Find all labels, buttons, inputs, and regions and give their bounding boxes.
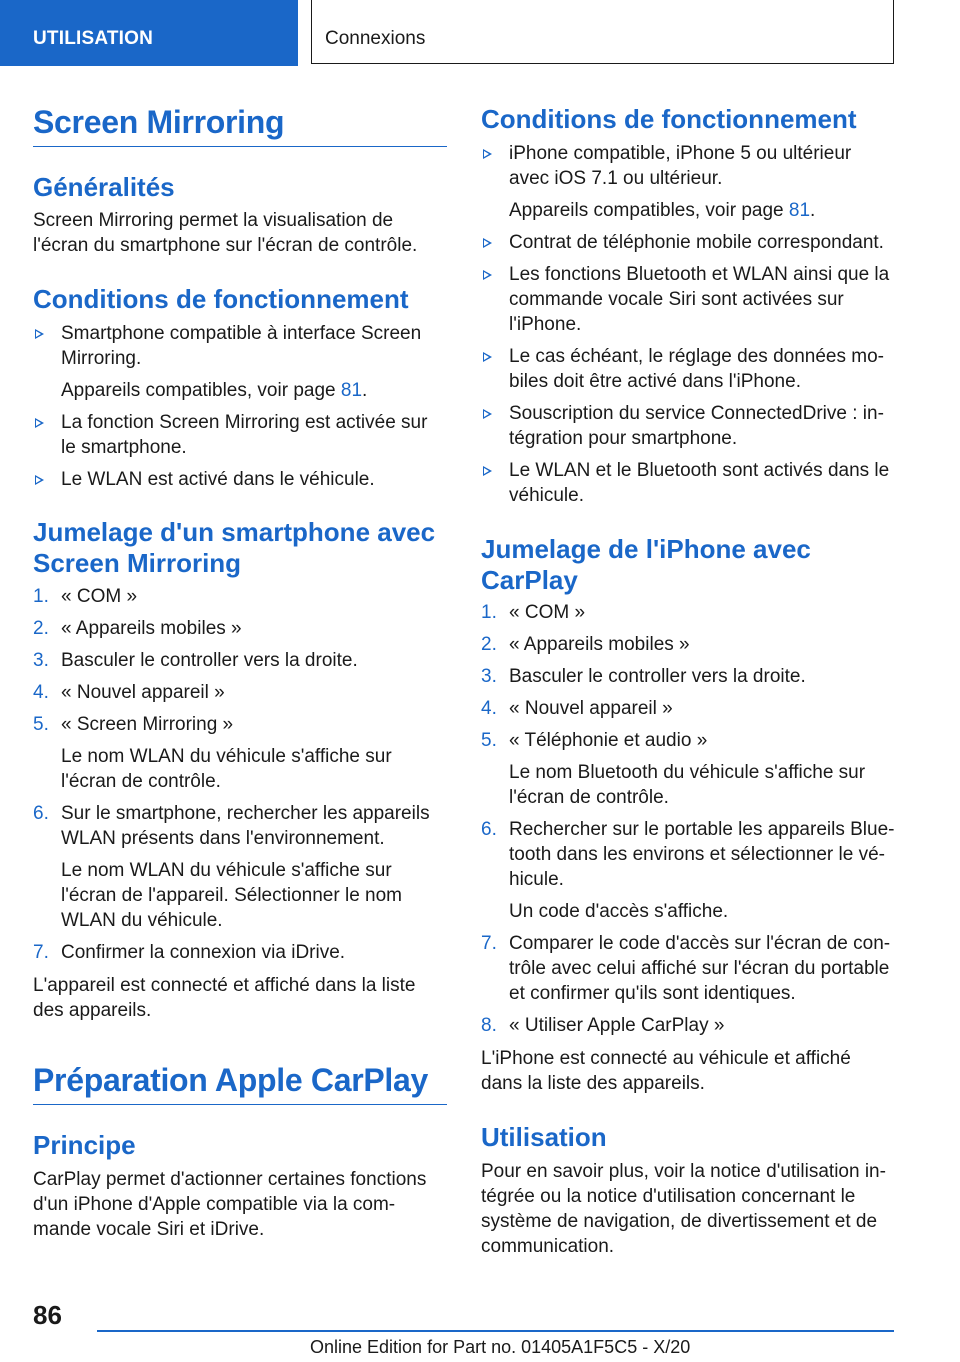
list-item: Mirroring. (61, 348, 142, 369)
list-item: Le cas échéant, le réglage des données mo- (509, 346, 884, 367)
step-number: 6. (33, 803, 49, 824)
step-text: trôle avec celui affiché sur l'écran du portable (509, 958, 890, 979)
step-note: Le nom Bluetooth du véhicule s'affiche sur (509, 762, 866, 783)
step-note: l'écran de contrôle. (509, 787, 669, 808)
step-text: Comparer le code d'accès sur l'écran de con- (509, 933, 891, 954)
list-item: le smartphone. (61, 437, 187, 458)
section-label: UTILISATION (33, 28, 154, 49)
step-number: 5. (481, 730, 497, 751)
step-number: 5. (33, 714, 49, 735)
step-number: 3. (33, 650, 49, 671)
heading-pairing: CarPlay (481, 565, 578, 595)
step-text: et confirmer qu'ils sont identiques. (509, 983, 796, 1004)
step-number: 4. (33, 682, 49, 703)
section-tab (0, 0, 298, 66)
step-number: 2. (481, 634, 497, 655)
step-number: 1. (481, 602, 497, 623)
footer-edition: Online Edition for Part no. 01405A1F5C5 - X/20 (310, 1337, 691, 1357)
paragraph: système de navigation, de divertissement et de (481, 1211, 878, 1232)
step-number: 7. (481, 933, 497, 954)
step-note: l'écran de l'appareil. Sélectionner le nom (61, 885, 403, 906)
heading-pairing: Jumelage d'un smartphone avec (33, 517, 436, 547)
paragraph: tégrée ou la notice d'utilisation concernant le (481, 1186, 856, 1207)
paragraph: Pour en savoir plus, voir la notice d'utilisation in- (481, 1161, 886, 1182)
list-item: véhicule. (509, 485, 584, 506)
section-title: Préparation Apple CarPlay (33, 1062, 429, 1098)
bullet-triangle-icon (483, 352, 492, 362)
list-item: Le WLAN est activé dans le véhicule. (61, 469, 375, 490)
bullet-triangle-icon (483, 409, 492, 419)
list-item: Souscription du service ConnectedDrive : in- (509, 403, 884, 424)
step-text: tooth dans les environs et sélectionner le vé- (509, 844, 885, 865)
bullet-triangle-icon (483, 270, 492, 280)
list-note: Appareils compatibles, voir page 81. (61, 380, 368, 401)
title-rule (33, 146, 447, 147)
step-note: Un code d'accès s'affiche. (509, 901, 729, 922)
paragraph: L'appareil est connecté et affiché dans la liste (33, 975, 416, 996)
list-item: commande vocale Siri sont activées sur (509, 289, 844, 310)
bullet-triangle-icon (35, 418, 44, 428)
list-item: biles doit être activé dans l'iPhone. (509, 371, 801, 392)
heading-conditions: Conditions de fonctionnement (481, 104, 857, 134)
heading-principe: Principe (33, 1130, 136, 1160)
step-text: Basculer le controller vers la droite. (61, 650, 358, 671)
list-item: iPhone compatible, iPhone 5 ou ultérieur (509, 143, 852, 164)
page-link[interactable]: 81 (340, 380, 363, 401)
title-rule (33, 1104, 447, 1105)
step-text: WLAN présents dans l'environnement. (61, 828, 385, 849)
bullet-triangle-icon (483, 149, 492, 159)
heading-generalites: Généralités (33, 172, 175, 202)
step-note: Le nom WLAN du véhicule s'affiche sur (61, 746, 392, 767)
step-text: « Screen Mirroring » (61, 714, 234, 735)
step-note: l'écran de contrôle. (61, 771, 221, 792)
step-text: Basculer le controller vers la droite. (509, 666, 806, 687)
bullet-triangle-icon (483, 466, 492, 476)
heading-utilisation: Utilisation (481, 1122, 607, 1152)
step-note: WLAN du véhicule. (61, 910, 223, 931)
paragraph: d'un iPhone d'Apple compatible via la com- (33, 1194, 396, 1215)
paragraph: Screen Mirroring permet la visualisation de (33, 210, 394, 231)
step-text: « Appareils mobiles » (61, 618, 242, 639)
heading-pairing: Jumelage de l'iPhone avec (481, 534, 811, 564)
page-number: 86 (33, 1300, 62, 1330)
paragraph: des appareils. (33, 1000, 152, 1021)
list-item: l'iPhone. (509, 314, 582, 335)
section-title: Screen Mirroring (33, 104, 285, 140)
paragraph: CarPlay permet d'actionner certaines fonctions (33, 1169, 427, 1190)
bullet-triangle-icon (35, 329, 44, 339)
paragraph: communication. (481, 1236, 615, 1257)
list-item: Smartphone compatible à interface Screen (61, 323, 422, 344)
step-text: Rechercher sur le portable les appareils Blue- (509, 819, 895, 840)
footer-rule (97, 1330, 894, 1332)
step-text: hicule. (509, 869, 564, 890)
page-header (0, 0, 960, 66)
step-text: « Appareils mobiles » (509, 634, 690, 655)
heading-conditions: Conditions de fonctionnement (33, 284, 409, 314)
heading-pairing: Screen Mirroring (33, 548, 242, 578)
chapter-label: Connexions (325, 28, 426, 49)
step-number: 1. (33, 586, 49, 607)
step-number: 6. (481, 819, 497, 840)
step-text: Sur le smartphone, rechercher les appareils (61, 803, 430, 824)
list-item: Les fonctions Bluetooth et WLAN ainsi que la (509, 264, 890, 285)
list-item: Contrat de téléphonie mobile correspondant. (509, 232, 884, 253)
paragraph: mande vocale Siri et iDrive. (33, 1219, 265, 1240)
step-number: 3. (481, 666, 497, 687)
step-number: 8. (481, 1015, 497, 1036)
chapter-tab (311, 0, 894, 64)
step-text: « Utiliser Apple CarPlay » (509, 1015, 725, 1036)
bullet-triangle-icon (483, 238, 492, 248)
step-text: « Nouvel appareil » (509, 698, 673, 719)
list-item: Le WLAN et le Bluetooth sont activés dans le (509, 460, 890, 481)
step-number: 2. (33, 618, 49, 639)
list-item: La fonction Screen Mirroring est activée sur (61, 412, 428, 433)
step-text: « COM » (509, 602, 586, 623)
paragraph: L'iPhone est connecté au véhicule et affiché (481, 1048, 851, 1069)
step-text: « Nouvel appareil » (61, 682, 225, 703)
paragraph: dans la liste des appareils. (481, 1073, 705, 1094)
list-note: Appareils compatibles, voir page 81. (509, 200, 816, 221)
paragraph: l'écran du smartphone sur l'écran de contrôle. (33, 235, 418, 256)
list-item: tégration pour smartphone. (509, 428, 738, 449)
step-number: 7. (33, 942, 49, 963)
step-text: « Téléphonie et audio » (509, 730, 708, 751)
step-text: « COM » (61, 586, 138, 607)
step-number: 4. (481, 698, 497, 719)
step-text: Confirmer la connexion via iDrive. (61, 942, 346, 963)
step-note: Le nom WLAN du véhicule s'affiche sur (61, 860, 392, 881)
bullet-triangle-icon (35, 475, 44, 485)
list-item: avec iOS 7.1 ou ultérieur. (509, 168, 723, 189)
page-link[interactable]: 81 (788, 200, 811, 221)
